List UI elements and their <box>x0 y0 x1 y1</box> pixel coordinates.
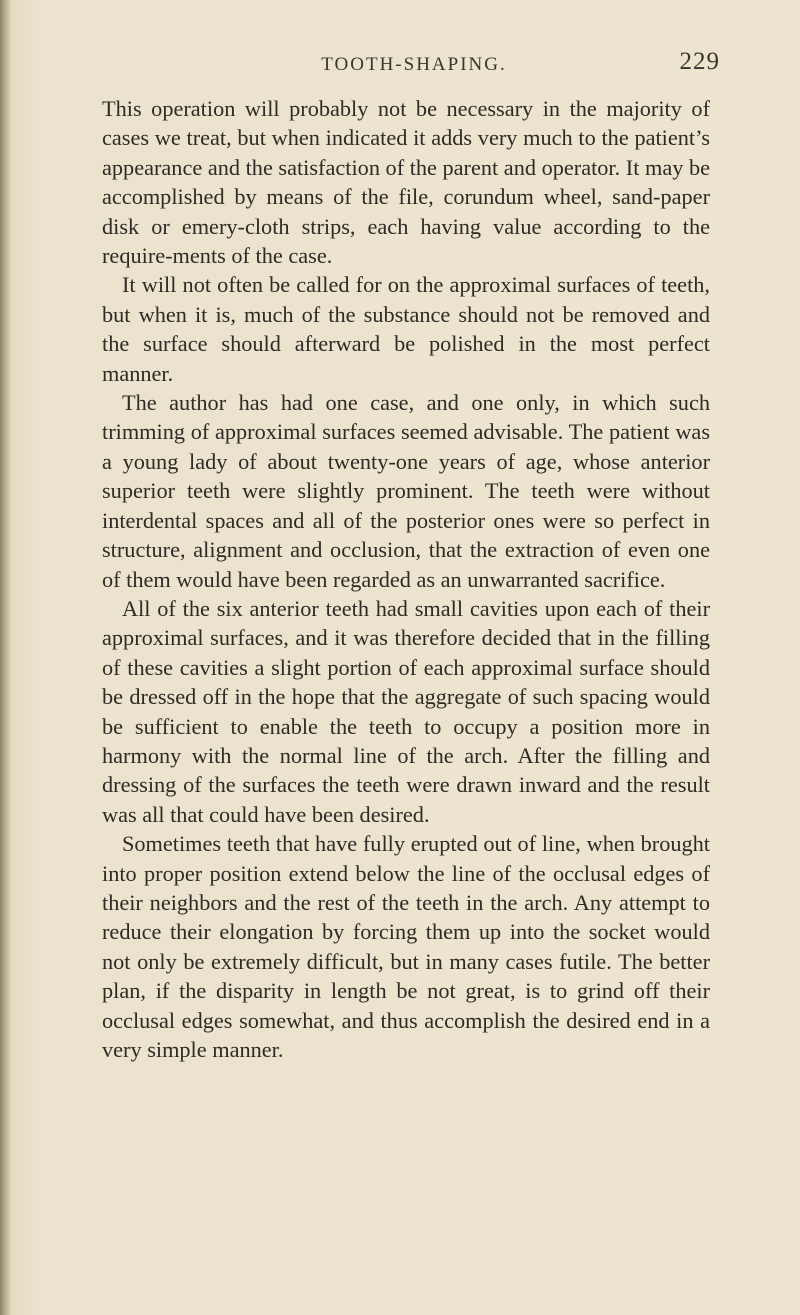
paragraph: It will not often be called for on the approximal surfaces of teeth, but when it is, much of the substance should not be removed and the surface should afterward be polished in the most perfect manner. <box>102 272 710 386</box>
paragraph: All of the six anterior teeth had small cavities upon each of their approximal surfaces, and it was therefore decided that in the filling of these cavities a slight portion of each approximal surface should be dressed off in the hope that the aggregate of such spacing would be sufficient to enable the teeth to occupy a position more in harmony with the normal line of the arch. After the filling and dressing of the surfaces the teeth were drawn inward and the result was all that could have been desired. <box>102 595 710 827</box>
running-title: TOOTH-SHAPING. <box>321 54 507 75</box>
paragraph: The author has had one case, and one only, in which such trimming of approximal surfaces seemed advisable. The patient was a young lady of about twenty-one years of age, whose anterior superior teeth were slightly prominent. The teeth were without interdental spaces and all of the posterior ones were so perfect in structure, alignment and occlusion, that the extraction of even one of them would have been regarded as an unwarranted sacrifice. <box>102 390 710 592</box>
paragraph: This operation will probably not be necessary in the majority of cases we treat, but when indicated it adds very much to the patient’s appearance and the satisfaction of the parent and operator. It may be accomplished by means of the file, corundum wheel, sand-paper disk or emery-cloth strips, each having value according to the require-ments of the case. <box>102 96 710 269</box>
body-text <box>102 94 710 1064</box>
binding-edge <box>0 0 10 1315</box>
page-header <box>100 48 720 84</box>
paragraph: Sometimes teeth that have fully erupted out of line, when brought into proper position extend below the line of the occlusal edges of their neighbors and the rest of the teeth in the arch. Any attempt to reduce their elongation by forcing them up into the socket would not only be extremely difficult, but in many cases futile. The better plan, if the disparity in length be not great, is to grind off their occlusal edges somewhat, and thus accomplish the desired end in a very simple manner. <box>102 831 710 1062</box>
page-number: 229 <box>679 48 720 75</box>
